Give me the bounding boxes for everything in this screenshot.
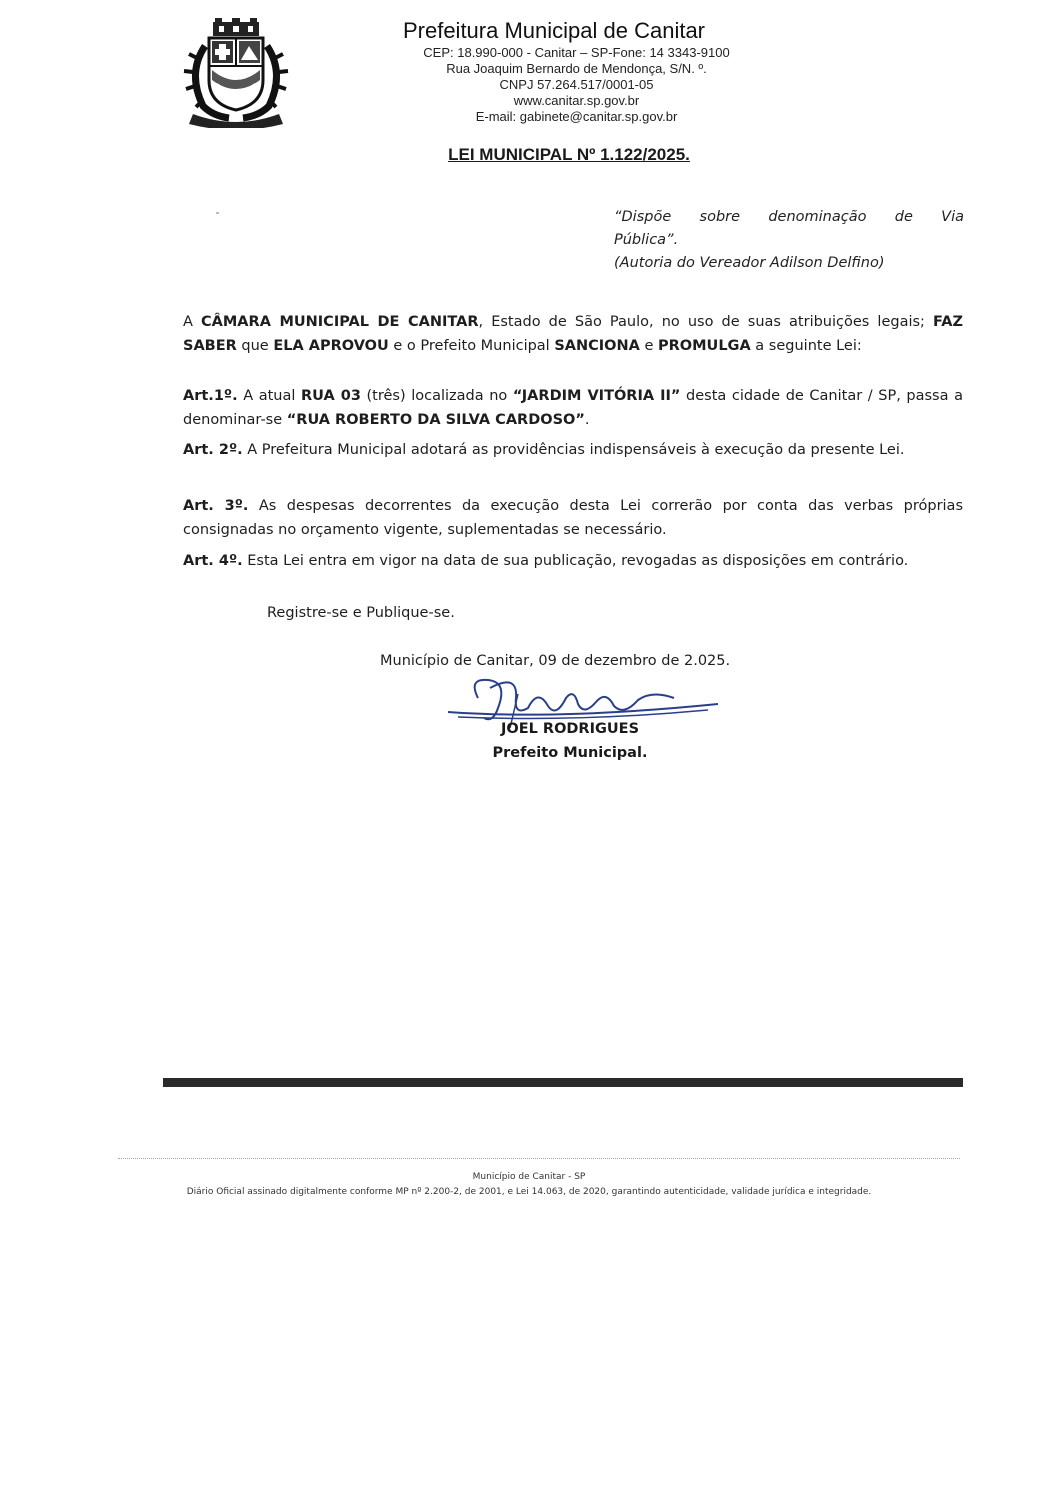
header-email: E-mail: gabinete@canitar.sp.gov.br bbox=[475, 109, 678, 124]
article-3: Art. 3º. As despesas decorrentes da execução desta Lei correrão por conta das verbas próprias consignadas no orçamento vigente, suplementadas se necessário. bbox=[183, 498, 963, 538]
article-2: Art. 2º. A Prefeitura Municipal adotará as providências indispensáveis à execução da presente Lei. bbox=[183, 442, 905, 458]
scan-speck bbox=[216, 212, 219, 214]
article-1: Art.1º. A atual RUA 03 (três) localizada no “JARDIM VITÓRIA II” desta cidade de Canitar / SP, passa a denominar-se “RUA ROBERTO DA SILVA CARDOSO”. bbox=[183, 388, 963, 428]
article-4: Art. 4º. Esta Lei entra em vigor na data de sua publicação, revogadas as disposições em contrário. bbox=[183, 553, 909, 569]
summary-line-2: Pública”. bbox=[614, 232, 679, 248]
date-line: Município de Canitar, 09 de dezembro de 2.025. bbox=[380, 653, 731, 669]
footer-divider bbox=[163, 1078, 963, 1087]
footer-digital-signature-note: Diário Oficial assinado digitalmente conforme MP nº 2.200-2, de 2001, e Lei 14.063, de 2020, garantindo autenticidade, validade jurídica e integridade. bbox=[186, 1187, 872, 1197]
law-title: LEI MUNICIPAL Nº 1.122/2025. bbox=[448, 145, 690, 164]
header-address: Rua Joaquim Bernardo de Mendonça, S/N. º. bbox=[446, 61, 707, 76]
municipality-title: Prefeitura Municipal de Canitar bbox=[402, 18, 706, 43]
header-website: www.canitar.sp.gov.br bbox=[513, 93, 640, 108]
summary-line-1: “Dispõe sobre denominação de Via bbox=[614, 209, 964, 225]
signatory-role: Prefeito Municipal. bbox=[492, 745, 648, 761]
law-summary bbox=[614, 206, 964, 275]
header-cep-phone: CEP: 18.990-000 - Canitar – SP-Fone: 14 3343-9100 bbox=[423, 45, 730, 60]
signatory-name: JOEL RODRIGUES bbox=[500, 721, 640, 737]
header-cnpj: CNPJ 57.264.517/0001-05 bbox=[499, 77, 654, 92]
footer-municipality: Município de Canitar - SP bbox=[472, 1172, 586, 1182]
closing-formula: Registre-se e Publique-se. bbox=[267, 605, 455, 621]
summary-authorship: (Autoria do Vereador Adilson Delfino) bbox=[614, 255, 885, 271]
preamble-paragraph: A CÂMARA MUNICIPAL DE CANITAR, Estado de São Paulo, no uso de suas atribuições legais; FAZ SABER que ELA APROVOU e o Prefeito Municipal SANCIONA e PROMULGA a seguinte Lei: bbox=[183, 314, 964, 354]
footer-dotted-line bbox=[118, 1158, 960, 1159]
